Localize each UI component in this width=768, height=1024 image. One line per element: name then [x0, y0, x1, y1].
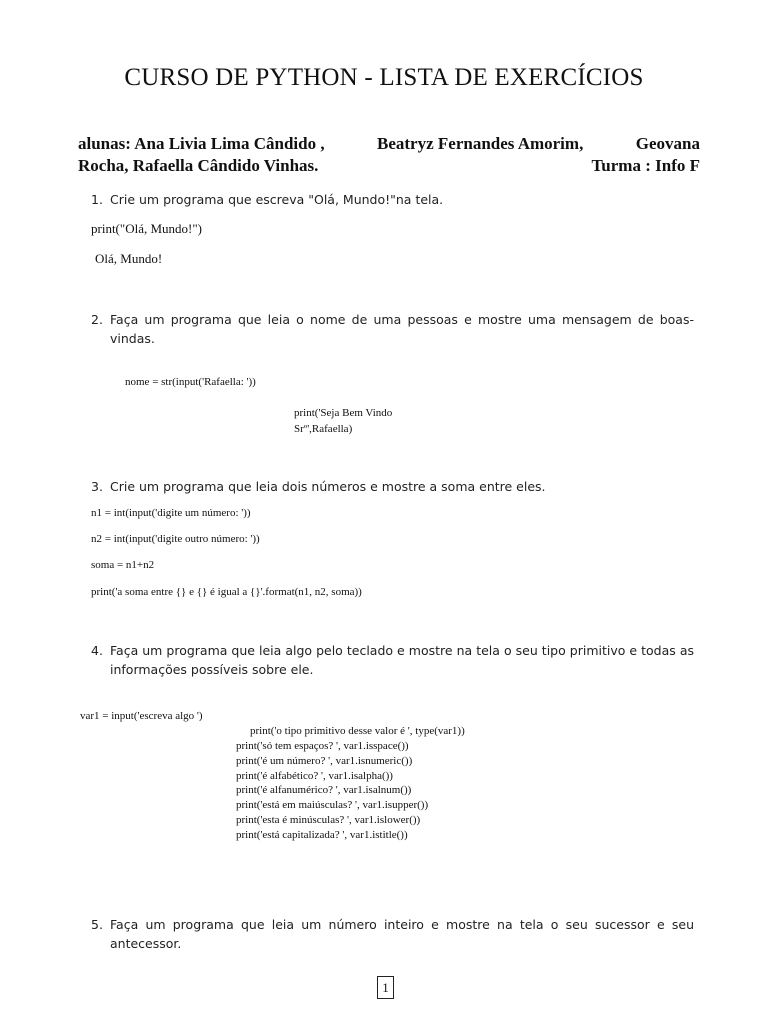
question-4-code-line: print('está em maiúsculas? ', var1.isupper()) [236, 799, 429, 811]
question-4-code-line: print('é alfabético? ', var1.isalpha()) [236, 770, 393, 782]
question-1-output: Olá, Mundo! [95, 251, 163, 266]
question-1-text: Crie um programa que escreva "Olá, Mundo!"na tela. [110, 192, 444, 207]
question-1-number: 1. [91, 192, 103, 207]
question-4-code-line: print('é um número? ', var1.isnumeric()) [236, 755, 413, 767]
class-label: Turma : Info F [591, 156, 700, 175]
authors-name-4: Rocha, Rafaella Cândido Vinhas. [78, 156, 319, 175]
question-4-code-line: print('o tipo primitivo desse valor é ', type(var1)) [250, 725, 465, 737]
question-3-number: 3. [91, 479, 103, 494]
question-4-number: 4. [91, 643, 103, 658]
question-2-code-line-1: nome = str(input('Rafaella: ')) [125, 376, 256, 388]
question-5-number: 5. [91, 917, 103, 932]
question-4-code-line: print('esta é minúsculas? ', var1.islower()) [236, 814, 421, 826]
authors-name-1: alunas: Ana Livia Lima Cândido , [78, 134, 325, 153]
question-4-code-line: print('está capitalizada? ', var1.istitle()) [236, 829, 408, 841]
authors-name-2: Beatryz Fernandes Amorim, [377, 134, 584, 153]
question-4-code-line: var1 = input('escreva algo ') [80, 710, 203, 722]
question-1-code: print("Olá, Mundo!") [91, 221, 202, 236]
document-title: CURSO DE PYTHON - LISTA DE EXERCÍCIOS [124, 64, 644, 91]
authors-line-1 [78, 133, 700, 155]
question-3-code-line: soma = n1+n2 [91, 559, 155, 571]
question-3-code-line: print('a soma entre {} e {} é igual a {}'.format(n1, n2, soma)) [91, 586, 362, 598]
question-2-text: Faça um programa que leia o nome de uma pessoas e mostre uma mensagem de boas-vindas. [110, 312, 694, 346]
question-3-text: Crie um programa que leia dois números e mostre a soma entre eles. [110, 479, 546, 494]
authors-block [78, 133, 700, 177]
question-2-code-line-3: Srº',Rafaella) [294, 423, 353, 435]
question-3-code-line: n2 = int(input('digite outro número: ')) [91, 533, 260, 545]
question-2-code-line-2: print('Seja Bem Vindo [294, 407, 393, 419]
question-5-text: Faça um programa que leia um número inteiro e mostre na tela o seu sucessor e seu antecessor. [110, 917, 694, 951]
question-2-number: 2. [91, 312, 103, 327]
question-4-code-line: print('é alfanumérico? ', var1.isalnum()) [236, 784, 412, 796]
authors-name-3: Geovana [635, 134, 700, 153]
page-number: 1 [377, 976, 394, 999]
question-4-code-line: print('só tem espaços? ', var1.isspace()) [236, 740, 409, 752]
authors-line-2 [78, 155, 700, 177]
question-4-text: Faça um programa que leia algo pelo teclado e mostre na tela o seu tipo primitivo e todas as informações possíveis sobre ele. [110, 643, 694, 677]
question-3-code-line: n1 = int(input('digite um número: ')) [91, 507, 251, 519]
